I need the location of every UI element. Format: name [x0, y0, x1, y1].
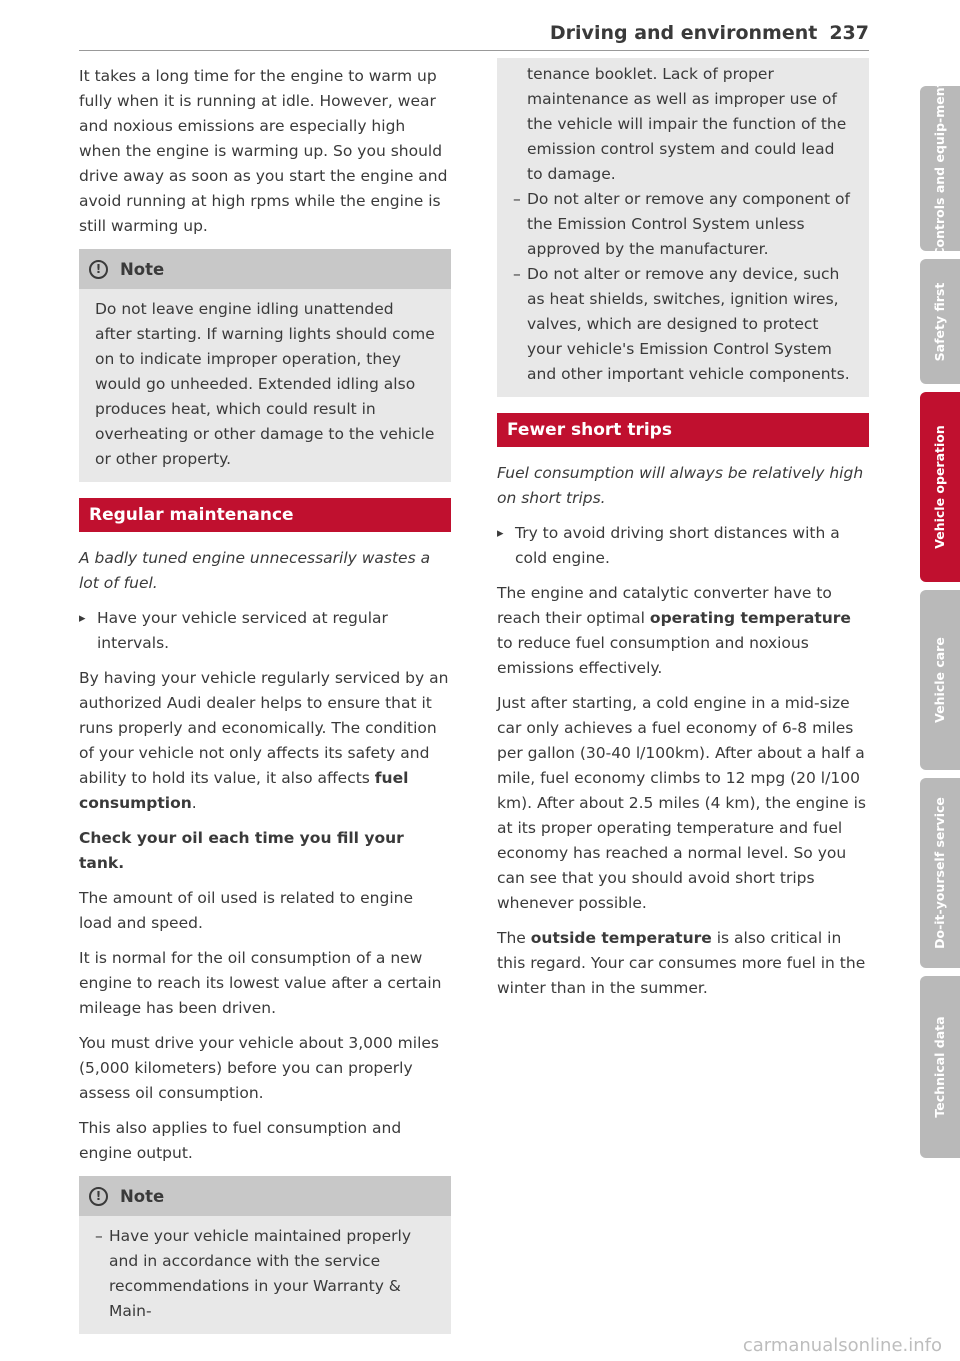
- text-run: .: [191, 794, 197, 812]
- paragraph: [79, 666, 451, 816]
- note-body: Do not leave engine idling unattended after starting. If warning lights should come on to indicate improper operation, they would go unheeded. Extended idling also produces heat, which could result in overheating or other damage to the vehicle or other property.: [95, 300, 435, 468]
- paragraph: Just after starting, a cold engine in a mid-size car only achieves a fuel economy of 6-8 miles per gallon (30-40 l/100km). After about a half a mile, fuel economy climbs to 12 mpg (20 l/100 km). After about 2.5 miles (4 km), the engine is at its proper operating temperature and fuel economy has reached a normal level. So you can see that you should avoid short trips whenever possible.: [497, 694, 866, 912]
- section-heading: Regular maintenance: [79, 498, 451, 532]
- note-item: tenance booklet. Lack of proper maintenance as well as improper use of the vehicle will impair the function of the emission control system and could lead to damage.: [527, 65, 847, 183]
- paragraph: You must drive your vehicle about 3,000 miles (5,000 kilometers) before you can properly assess oil consumption.: [79, 1034, 439, 1102]
- tab-do-it-yourself-service[interactable]: [920, 778, 960, 968]
- paragraph: [497, 581, 869, 681]
- note-header: [79, 249, 451, 289]
- page-number: 237: [829, 22, 869, 44]
- paragraph: It takes a long time for the engine to warm up fully when it is running at idle. However, wear and noxious emissions are especially high when the engine is warming up. So you should drive away as soon as you start the engine and avoid running at high rpms while the engine is still warming up.: [79, 67, 448, 235]
- note-box-continued: [497, 58, 869, 397]
- paragraph: The amount of oil used is related to engine load and speed.: [79, 889, 413, 932]
- left-column: [79, 64, 451, 1334]
- bold-text: Check your oil each time you fill your tank.: [79, 829, 404, 872]
- paragraph: This also applies to fuel consumption and engine output.: [79, 1119, 402, 1162]
- page-header: [550, 22, 869, 44]
- bold-paragraph: [79, 826, 451, 876]
- paragraph: It is normal for the oil consumption of a new engine to reach its lowest value after a certain mileage has been driven.: [79, 949, 442, 1017]
- tab-vehicle-care[interactable]: [920, 590, 960, 770]
- info-circle-icon: !: [89, 1187, 108, 1206]
- bold-text: fuel consumption: [79, 769, 409, 812]
- tab-safety-first[interactable]: [920, 259, 960, 384]
- tab-label: Vehicle operation: [932, 425, 947, 549]
- bold-text: outside temperature: [530, 929, 712, 947]
- info-circle-icon: !: [89, 260, 108, 279]
- tab-label: Technical data: [932, 1016, 947, 1118]
- note-box: [79, 249, 451, 482]
- note-title: Note: [120, 1186, 165, 1206]
- text-run: to reduce fuel consumption and noxious emissions effectively.: [497, 634, 809, 677]
- note-item: – Do not alter or remove any device, such as heat shields, switches, ignition wires, valves, which are designed to protect your vehicle's Emission Control System and other important vehicle components.: [513, 262, 853, 387]
- bullet-item: ▸ Try to avoid driving short distances with a cold engine.: [497, 521, 869, 571]
- note-header: [79, 1176, 451, 1216]
- intro-text: Fuel consumption will always be relatively high on short trips.: [497, 464, 864, 507]
- tab-controls-and-equipment[interactable]: [920, 80, 960, 257]
- right-column: [497, 64, 869, 1011]
- tab-label: Safety first: [932, 282, 947, 361]
- bullet-item: ▸ Have your vehicle serviced at regular intervals.: [79, 606, 451, 656]
- header-rule: [79, 50, 869, 51]
- text-run: The engine and catalytic converter have to reach their optimal: [497, 584, 832, 627]
- intro-text: A badly tuned engine unnecessarily wastes a lot of fuel.: [79, 549, 431, 592]
- text-run: is also critical in this regard. Your car consumes more fuel in the winter than in the summer.: [497, 929, 866, 997]
- watermark: carmanualsonline.info: [742, 1335, 942, 1356]
- section-title: Driving and environment: [549, 22, 818, 44]
- tab-label: Controls and equip-ment: [932, 80, 947, 257]
- note-box: [79, 1176, 451, 1334]
- note-item: – Have your vehicle maintained properly and in accordance with the service recommendations in your Warranty & Main-: [95, 1224, 435, 1324]
- tab-technical-data[interactable]: [920, 976, 960, 1158]
- paragraph: [497, 926, 869, 1001]
- tab-label: Vehicle care: [932, 637, 947, 723]
- note-item: – Do not alter or remove any component of the Emission Control System unless approved by the manufacturer.: [513, 187, 853, 262]
- tab-label: Do-it-yourself service: [932, 797, 947, 949]
- section-heading: Fewer short trips: [497, 413, 869, 447]
- note-body: [497, 58, 869, 397]
- note-body: [79, 1216, 451, 1334]
- note-title: Note: [120, 259, 165, 279]
- text-run: By having your vehicle regularly serviced by an authorized Audi dealer helps to ensure that it runs properly and economically. The condition of your vehicle not only affects its safety and ability to hold its value, it also affects: [79, 669, 449, 787]
- tab-vehicle-operation[interactable]: [920, 392, 960, 582]
- bold-text: operating temperature: [649, 609, 851, 627]
- text-run: The: [497, 929, 531, 947]
